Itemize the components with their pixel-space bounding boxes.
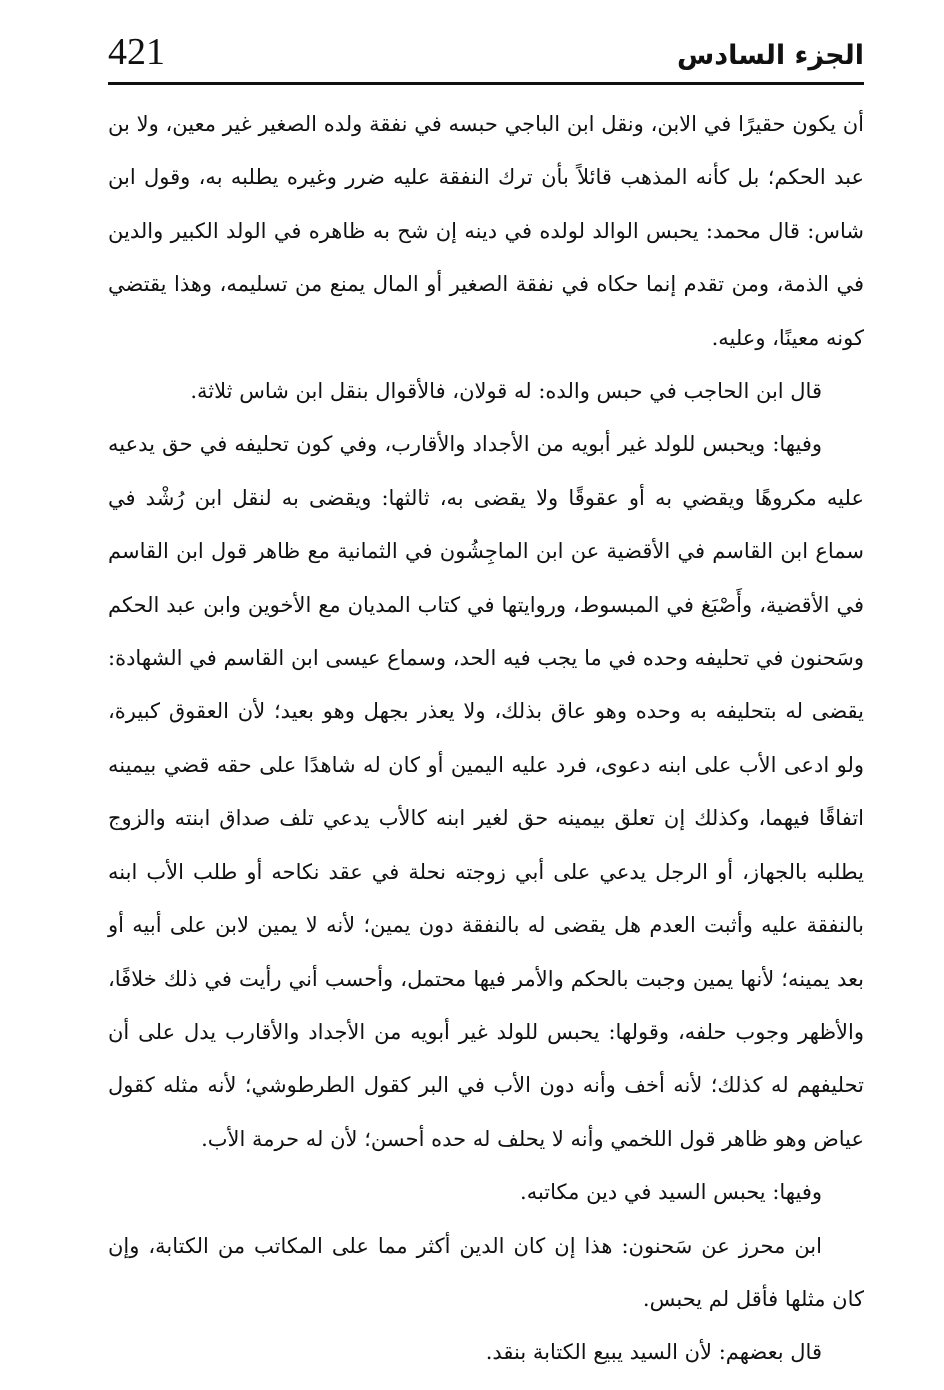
paragraph-6: قال بعضهم: لأن السيد يبيع الكتابة بنقد.	[485, 1340, 822, 1365]
paragraph-1: أن يكون حقيرًا في الابن، ونقل ابن الباجي حبسه في نفقة ولده الصغير غير معين، ولا بن عبد الحكم؛ بل كأنه المذهب قائلاً بأن ترك النفقة عليه ضرر وغيره يطلبه به، وقول ابن شاس: قال محمد: يحبس الوالد لولده في دينه إن شح به ظاهره في الولد الكبير والدين في الذمة، ومن تقدم إنما حكاه في نفقة الصغير أو المال يمنع من تسليمه، وهذا يقتضي كونه معينًا، وعليه.	[108, 112, 864, 350]
paragraph-5: ابن محرز عن سَحنون: هذا إن كان الدين أكثر مما على المكاتب من الكتابة، وإن كان مثلها فأقل لم يحبس.	[108, 1233, 864, 1311]
page-header	[108, 30, 864, 82]
paragraph-4: وفيها: يحبس السيد في دين مكاتبه.	[520, 1180, 822, 1205]
chapter-title: الجزء السادس	[677, 40, 864, 71]
page-number: 421	[108, 31, 165, 73]
body-text	[108, 98, 864, 1380]
header-rule	[108, 82, 864, 85]
paragraph-2: قال ابن الحاجب في حبس والده: له قولان، فالأقوال بنقل ابن شاس ثلاثة.	[190, 379, 822, 404]
paragraph-3: وفيها: ويحبس للولد غير أبويه من الأجداد والأقارب، وفي كون تحليفه في حق يدعيه عليه مكروهًا ويقضي به أو عقوقًا ولا يقضى به، ثالثها: ويقضى به لنقل ابن رُشْد في سماع ابن القاسم في الأقضية عن ابن الماجِشُون في الثمانية مع ظاهر قول ابن القاسم في الأقضية، وأَصْبَغ في المبسوط، وروايتها في كتاب المديان مع الأخوين وابن عبد الحكم وسَحنون في تحليفه وحده في ما يجب فيه الحد، وسماع عيسى ابن القاسم في الشهادة: يقضى له بتحليفه به وحده وهو عاق بذلك، ولا يعذر بجهل وهو بعيد؛ لأن العقوق كبيرة، ولو ادعى الأب على ابنه دعوى، فرد عليه اليمين أو كان له شاهدًا على حقه قضي بيمينه اتفاقًا فيهما، وكذلك إن تعلق بيمينه حق لغير ابنه كالأب يدعي تلف صداق ابنته والزوج يطلبه بالجهاز، أو الرجل يدعي على أبي زوجته نحلة في عقد نكاحه أو طلب الأب ابنه بالنفقة عليه وأثبت العدم هل يقضى له بالنفقة دون يمين؛ لأنه لا يمين لابن على أبيه أو بعد يمينه؛ لأنها يمين وجبت بالحكم والأمر فيها محتمل، وأحسب أني رأيت في ذلك خلافًا، والأظهر وجوب حلفه، وقولها: يحبس للولد غير أبويه من الأجداد والأقارب يدل على أن تحليفهم له كذلك؛ لأنه أخف وأنه دون الأب في البر كقول الطرطوشي؛ لأنه مثله كقول عياض وهو ظاهر قول اللخمي وأنه لا يحلف له حده أحسن؛ لأن له حرمة الأب.	[108, 432, 864, 1151]
